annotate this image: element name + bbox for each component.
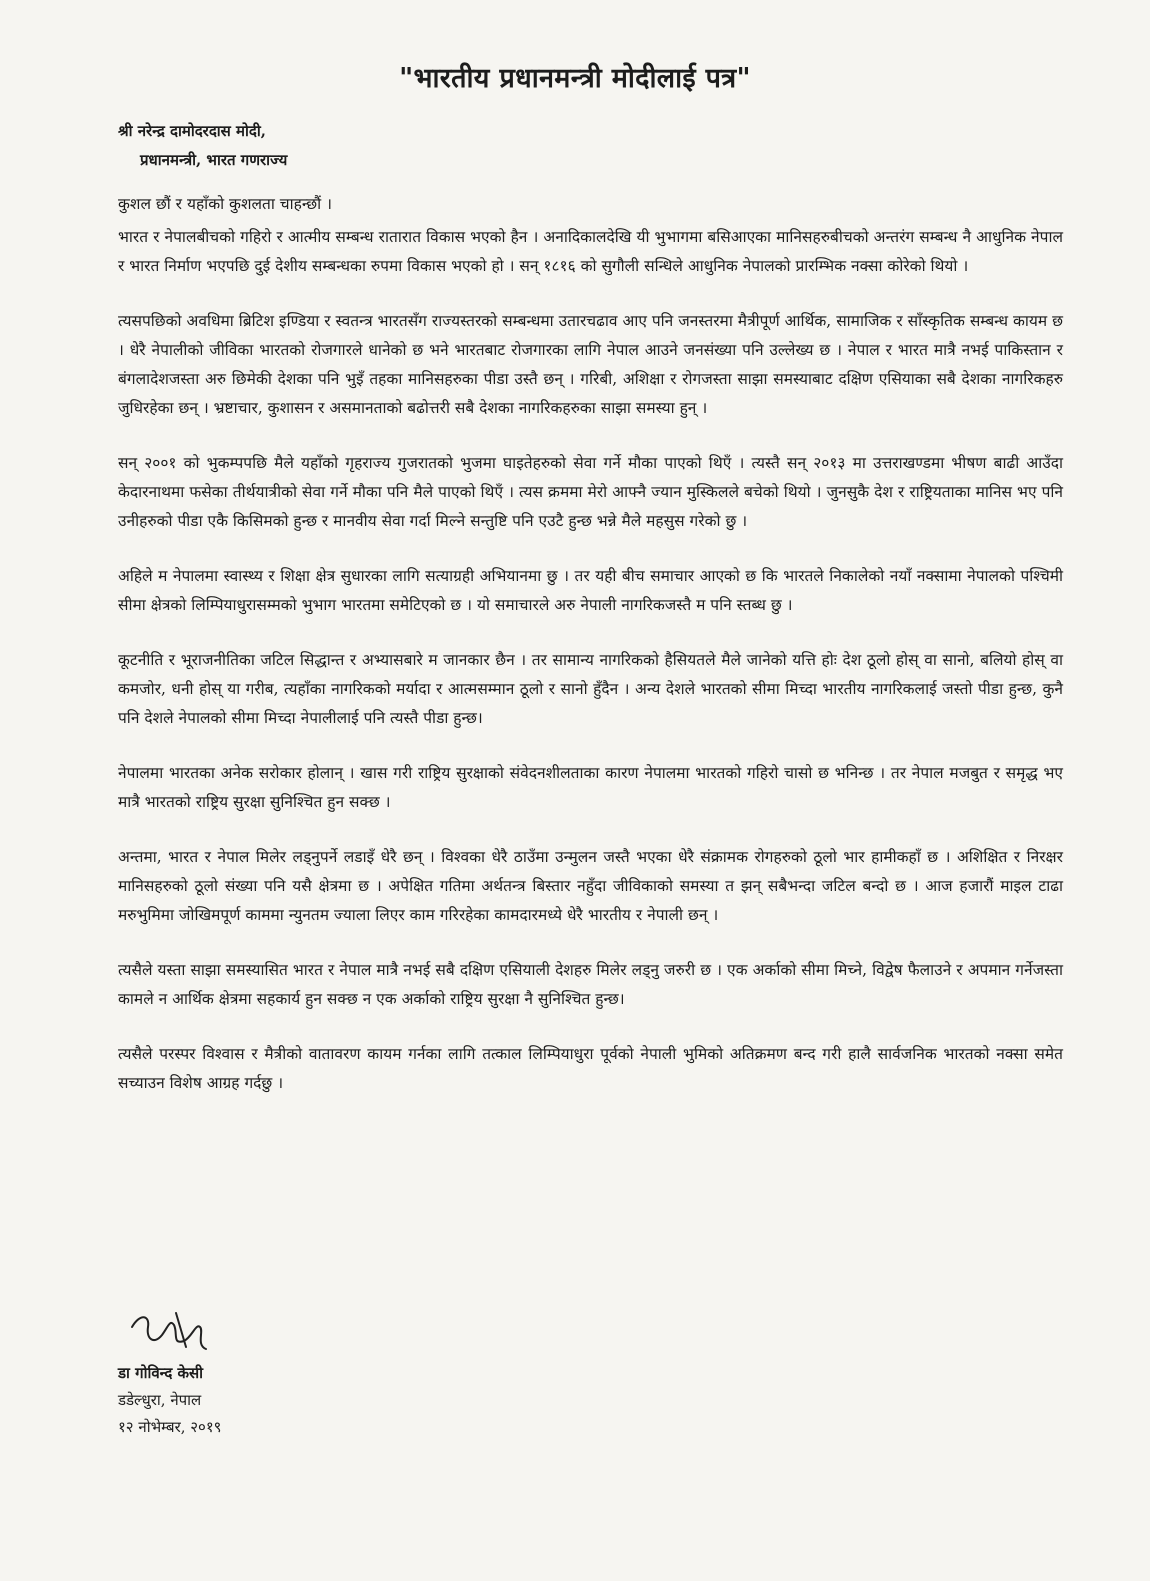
- signer-block: [118, 1360, 221, 1441]
- handwritten-signature: [126, 1305, 216, 1355]
- paragraph-6: नेपालमा भारतका अनेक सरोकार होलान् । खास गरी राष्ट्रिय सुरक्षाको संवेदनशीलताका कारण नेपालमा भारतको गहिरो चासो छ भनिन्छ । तर नेपाल मजबुत र समृद्ध भए मात्रै भारतको राष्ट्रिय सुरक्षा सुनिश्चित हुन सक्छ ।: [118, 764, 1063, 811]
- paragraph-8: त्यसैले यस्ता साझा समस्यासित भारत र नेपाल मात्रै नभई सबै दक्षिण एसियाली देशहरु मिलेर लड्नु जरुरी छ । एक अर्काको सीमा मिच्ने, विद्वेष फैलाउने र अपमान गर्नेजस्ता कामले न आर्थिक क्षेत्रमा सहकार्य हुन सक्छ न एक अर्काको राष्ट्रिय सुरक्षा नै सुनिश्चित हुन्छ।: [118, 961, 1063, 1008]
- paragraph-5: कूटनीति र भूराजनीतिका जटिल सिद्धान्त र अभ्यासबारे म जानकार छैन । तर सामान्य नागरिकको हैसियतले मैले जानेको यत्ति होः देश ठूलो होस् वा सानो, बलियो होस् वा कमजोर, धनी होस् या गरीब, त्यहाँका नागरिकको मर्यादा र आत्मसम्मान ठूलो र सानो हुँदैन । अन्य देशले भारतको सीमा मिच्दा भारतीय नागरिकलाई जस्तो पीडा हुन्छ, कुनै पनि देशले नेपालको सीमा मिच्दा नेपालीलाई पनि त्यस्तै पीडा हुन्छ।: [118, 651, 1063, 727]
- paragraph-1: भारत र नेपालबीचको गहिरो र आत्मीय सम्बन्ध रातारात विकास भएको हैन । अनादिकालदेखि यी भुभागमा बसिआएका मानिसहरुबीचको अन्तरंग सम्बन्ध नै आधुनिक नेपाल र भारत निर्माण भएपछि दुई देशीय सम्बन्धका रुपमा विकास भएको हो । सन् १८१६ को सुगौली सन्धिले आधुनिक नेपालको प्रारम्भिक नक्सा कोरेको थियो ।: [118, 228, 1063, 275]
- greeting: कुशल छौं र यहाँको कुशलता चाहन्छौं ।: [118, 195, 332, 213]
- paragraph-4: अहिले म नेपालमा स्वास्थ्य र शिक्षा क्षेत्र सुधारका लागि सत्याग्रही अभियानमा छु । तर यही बीच समाचार आएको छ कि भारतले निकालेको नयाँ नक्सामा नेपालको पश्चिमी सीमा क्षेत्रको लिम्पियाधुरासम्मको भुभाग भारतमा समेटिएको छ । यो समाचारले अरु नेपाली नागरिकजस्तै म पनि स्तब्ध छु ।: [118, 567, 1063, 614]
- paragraph-2: त्यसपछिको अवधिमा ब्रिटिश इण्डिया र स्वतन्त्र भारतसँग राज्यस्तरको सम्बन्धमा उतारचढाव आए पनि जनस्तरमा मैत्रीपूर्ण आर्थिक, सामाजिक र साँस्कृतिक सम्बन्ध कायम छ । धेरै नेपालीको जीविका भारतको रोजगारले धानेको छ भने भारतबाट रोजगारका लागि नेपाल आउने जनसंख्या पनि उल्लेख्य छ । नेपाल र भारत मात्रै नभई पाकिस्तान र बंगलादेशजस्ता अरु छिमेकी देशका पनि भुइँ तहका मानिसहरुका पीडा उस्तै छन् । गरिबी, अशिक्षा र रोगजस्ता साझा समस्याबाट दक्षिण एसियाका सबै देशका नागरिकहरु जुधिरहेका छन् । भ्रष्टाचार, कुशासन र असमानताको बढोत्तरी सबै देशका नागरिकहरुका साझा समस्या हुन् ।: [118, 312, 1063, 417]
- paragraph-9: त्यसैले परस्पर विश्वास र मैत्रीको वातावरण कायम गर्नका लागि तत्काल लिम्पियाधुरा पूर्वको नेपाली भुमिको अतिक्रमण बन्द गरी हालै सार्वजनिक भारतको नक्सा समेत सच्याउन विशेष आग्रह गर्दछु ।: [118, 1045, 1063, 1092]
- signer-name: डा गोविन्द केसी: [118, 1364, 204, 1382]
- addressee-position: प्रधानमन्त्री, भारत गणराज्य: [140, 151, 288, 169]
- letter-body: [118, 190, 1063, 1124]
- letter-title: "भारतीय प्रधानमन्त्री मोदीलाई पत्र": [399, 63, 751, 94]
- paragraph-3: सन् २००१ को भुकम्पपछि मैले यहाँको गृहराज्य गुजरातको भुजमा घाइतेहरुको सेवा गर्ने मौका पाएको थिएँ । त्यस्तै सन् २०१३ मा उत्तराखण्डमा भीषण बाढी आउँदा केदारनाथमा फसेका तीर्थयात्रीको सेवा गर्ने मौका पनि मैले पाएको थिएँ । त्यस क्रममा मेरो आफ्नै ज्यान मुस्किलले बचेको थियो । जुनसुकै देश र राष्ट्रियताका मानिस भए पनि उनीहरुको पीडा एकै किसिमको हुन्छ र मानवीय सेवा गर्दा मिल्ने सन्तुष्टि पनि एउटै हुन्छ भन्ने मैले महसुस गरेको छु ।: [118, 454, 1063, 530]
- letter-date: १२ नोभेम्बर, २०१९: [118, 1418, 222, 1436]
- addressee-name: श्री नरेन्द्र दामोदरदास मोदी,: [118, 122, 266, 140]
- addressee-block: [118, 117, 287, 175]
- signer-place: डडेल्धुरा, नेपाल: [118, 1391, 202, 1409]
- paragraph-7: अन्तमा, भारत र नेपाल मिलेर लड्नुपर्ने लडाइँ धेरै छन् । विश्वका धेरै ठाउँमा उन्मुलन जस्तै भएका धेरै संक्रामक रोगहरुको ठूलो भार हामीकहाँ छ । अशिक्षित र निरक्षर मानिसहरुको ठूलो संख्या पनि यसै क्षेत्रमा छ । अपेक्षित गतिमा अर्थतन्त्र बिस्तार नहुँदा जीविकाको समस्या त झन् सबैभन्दा जटिल बन्दो छ । आज हजारौं माइल टाढा मरुभुमिमा जोखिमपूर्ण काममा न्युनतम ज्याला लिएर काम गरिरहेका कामदारमध्ये धेरै भारतीय र नेपाली छन् ।: [118, 848, 1063, 924]
